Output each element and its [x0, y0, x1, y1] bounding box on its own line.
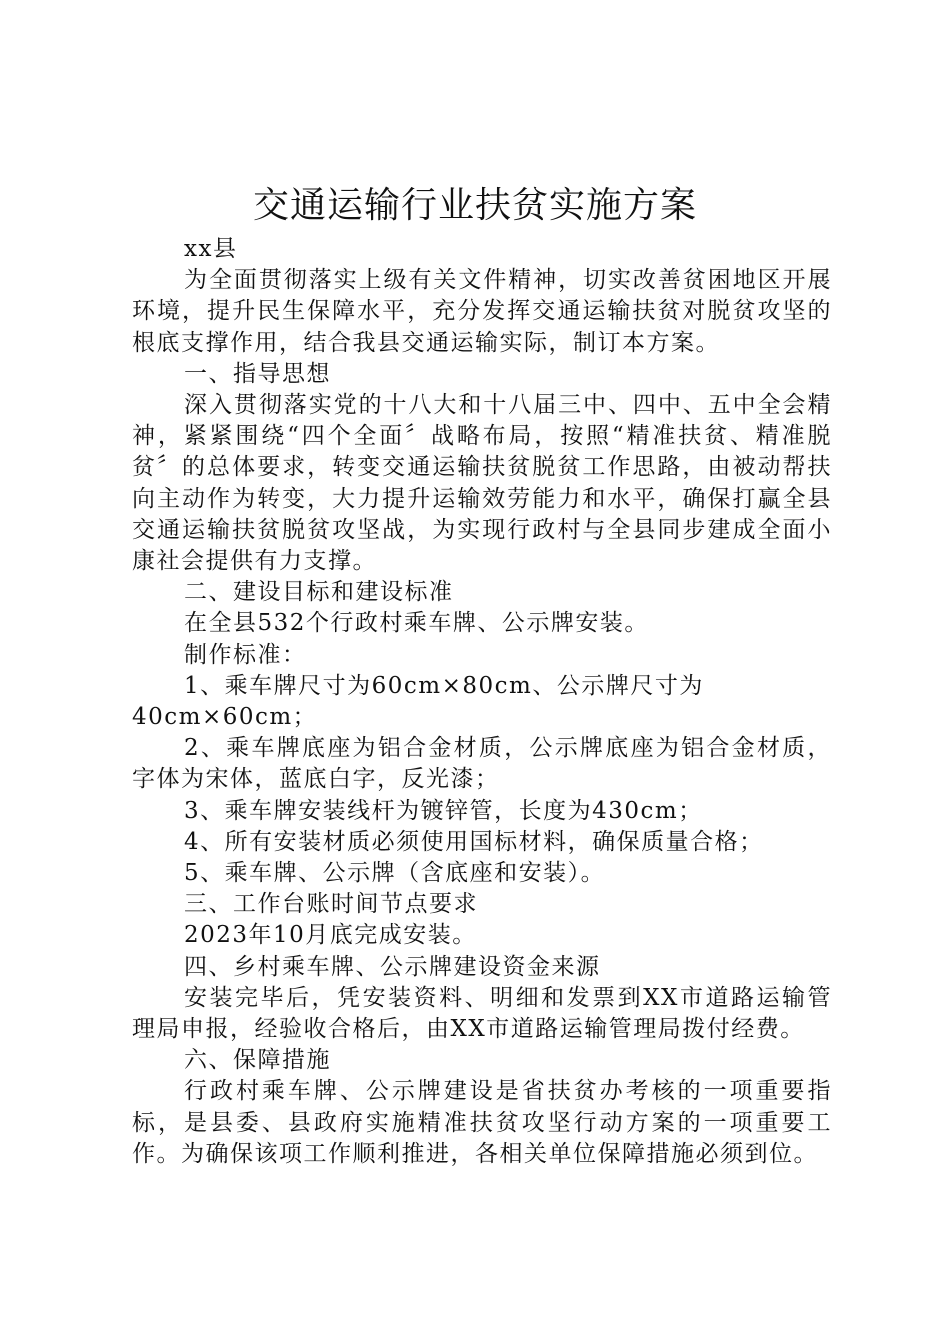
section-heading-safeguards: 六、保障措施	[184, 1047, 331, 1074]
standard-item-1: 1、乘车牌尺寸为60cm×80cm、公示牌尺寸为	[184, 672, 704, 699]
standard-item-2: 2、乘车牌底座为铝合金材质，公示牌底座为铝合金材质，字体为宋体，蓝底白字，反光漆；	[132, 735, 832, 793]
intro-paragraph: 为全面贯彻落实上级有关文件精神，切实改善贫困地区开展环境，提升民生保障水平，充分发挥交通运输扶贫对脱贫攻坚的根底支撑作用，结合我县交通运输实际，制订本方案。	[132, 267, 832, 356]
funding-paragraph: 安装完毕后，凭安装资料、明细和发票到XX市道路运输管理局申报，经验收合格后，由XX市道路运输管理局拨付经费。	[132, 984, 832, 1043]
section-heading-goals-standards: 二、建设目标和建设标准	[184, 579, 454, 606]
document-title: 交通运输行业扶贫实施方案	[252, 185, 697, 226]
section-heading-funding: 四、乡村乘车牌、公示牌建设资金来源	[184, 953, 601, 980]
safeguards-paragraph: 行政村乘车牌、公示牌建设是省扶贫办考核的一项重要指标，是县委、县政府实施精准扶贫攻坚行动方案的一项重要工作。为确保该项工作顺利推进，各相关单位保障措施必须到位。	[132, 1078, 832, 1167]
standards-label: 制作标准：	[184, 641, 307, 668]
standard-item-1-continued: 40cm×60cm；	[132, 704, 318, 731]
timeline-paragraph: 2023年10月底完成安装。	[184, 922, 477, 949]
goals-paragraph: 在全县532个行政村乘车牌、公示牌安装。	[184, 610, 649, 637]
guiding-thought-paragraph: 深入贯彻落实党的十八大和十八届三中、四中、五中全会精神，紧紧围绕“四个全面〞战略布局，按照“精准扶贫、精准脱贫〞的总体要求，转变交通运输扶贫脱贫工作思路，由被动帮扶向主动作为转变，大力提升运输效劳能力和水平，确保打赢全县交通运输扶贫脱贫攻坚战，为实现行政村与全县同步建成全面小康社会提供有力支撑。	[132, 392, 832, 575]
section-heading-guiding-thought: 一、指导思想	[184, 360, 331, 387]
section-heading-timeline: 三、工作台账时间节点要求	[184, 891, 478, 918]
document-body	[132, 234, 832, 1170]
standard-item-3: 3、乘车牌安装线杆为镀锌管，长度为430cm；	[184, 797, 703, 824]
standard-item-5: 5、乘车牌、公示牌（含底座和安装）。	[184, 860, 606, 887]
county-line: xx县	[184, 236, 238, 262]
standard-item-4: 4、所有安装材质必须使用国标材料，确保质量合格；	[184, 828, 764, 855]
